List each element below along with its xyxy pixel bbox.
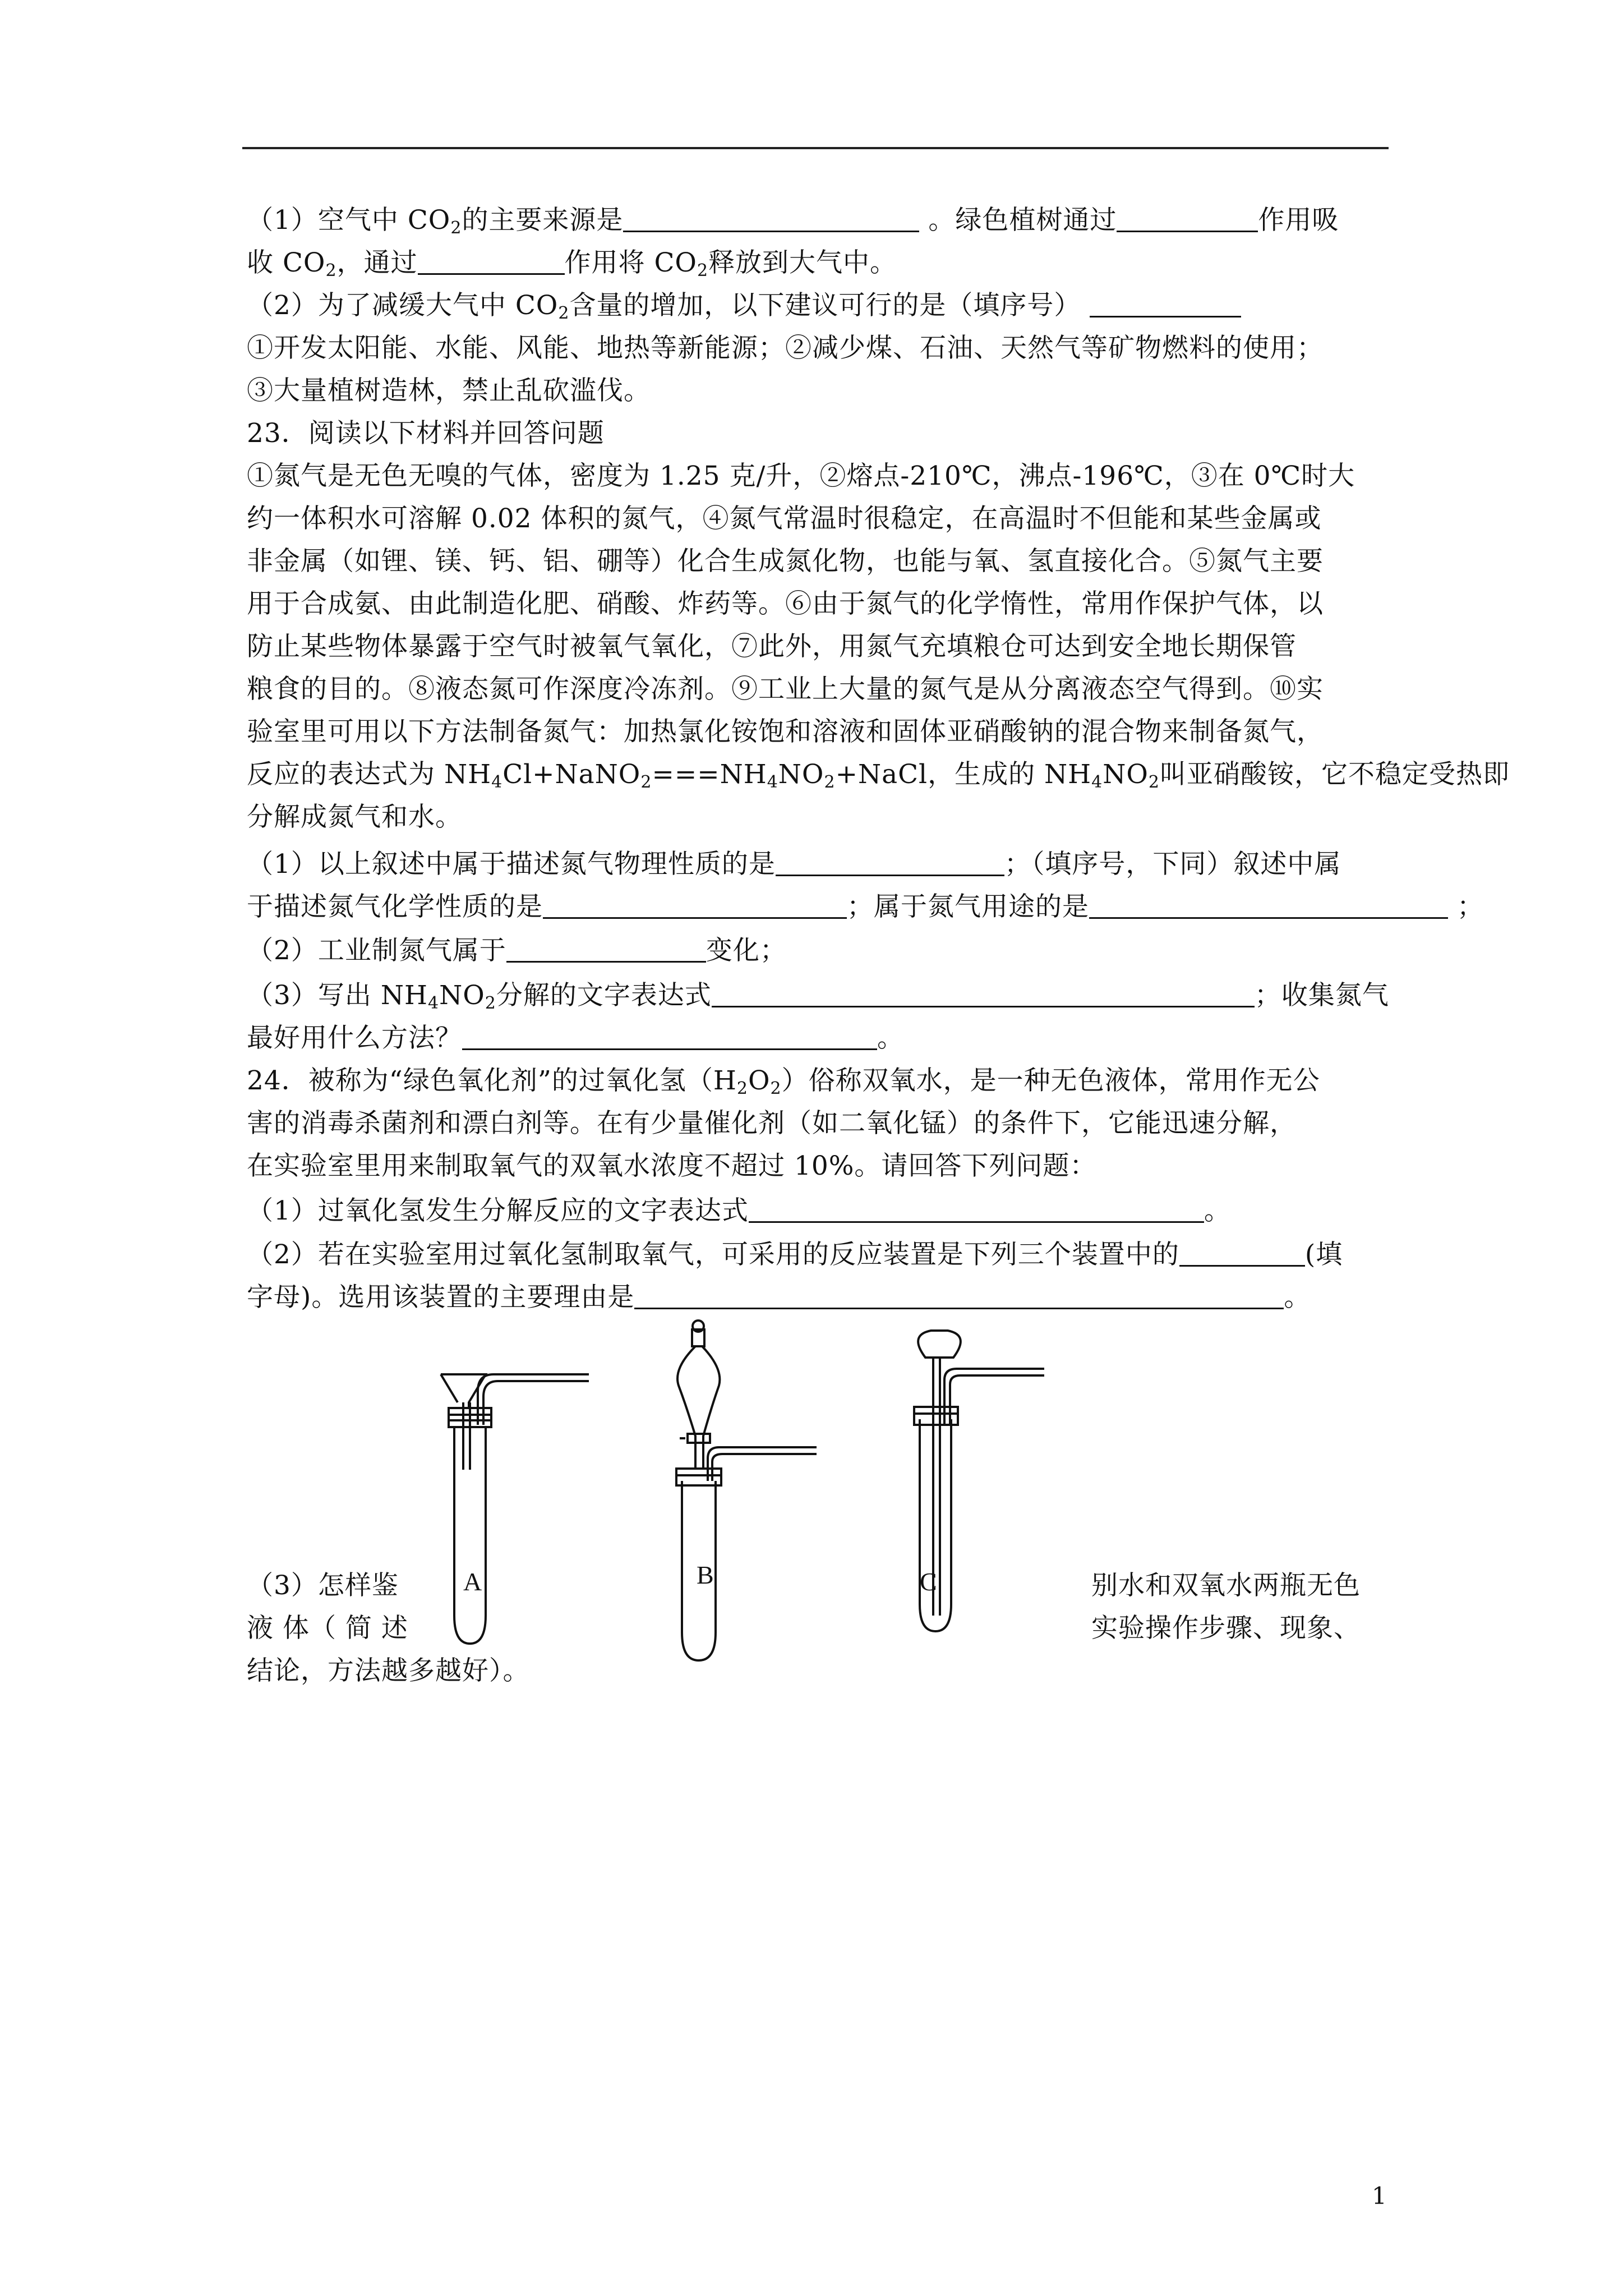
q23-material-line: 粮食的目的。⑧液态氮可作深度冷冻剂。⑨工业上大量的氮气是从分离液态空气得到。⑩实 [247,674,1324,705]
q23-material-line: 防止某些物体暴露于空气时被氧气氧化，⑦此外，用氮气充填粮仓可达到安全地长期保管 [247,631,1297,662]
q24-intro-line3: 在实验室里用来制取氧气的双氧水浓度不超过 10%。请回答下列问题： [247,1151,1097,1181]
q24-intro-line2: 害的消毒杀菌剂和漂白剂等。在有少量催化剂（如二氧化锰）的条件下，它能迅速分解， [247,1108,1297,1139]
q24-intro-line1: 24．被称为“绿色氧化剂”的过氧化氢$(H_2O_2)$俗称双氧水，是一种无色液体，常用作无公 [247,1065,1320,1098]
answer-blank[interactable] [1089,892,1448,919]
q24-sub3-left1: （3）怎样鉴 [247,1570,399,1601]
q24-sub3-line3: 结论，方法越多越好）。 [247,1655,530,1686]
q23-reaction-line: 反应的表达式为 $NH_4Cl+NaNO_2===NH_4NO_2+NaCl$，生成的 $NH_4NO_2$叫亚硝酸铵，它不稳定受热即 [247,759,1510,792]
answer-blank[interactable] [749,1197,1204,1223]
answer-blank[interactable] [1117,206,1258,232]
q24-sub3-right1: 别水和双氧水两瓶无色 [1091,1570,1361,1601]
q24-sub1: （1）过氧化氢发生分解反应的文字表达式 。 [247,1195,1231,1226]
answer-blank[interactable] [776,850,1004,876]
q24-sub2-line1: （2）若在实验室用过氧化氢制取氧气，可采用的反应装置是下列三个装置中的 (填 [247,1239,1343,1270]
apparatus-label-c: C [920,1567,938,1596]
answer-blank[interactable] [506,936,706,963]
q23-sub1-line1: （1）以上叙述中属于描述氮气物理性质的是 ；（填序号，下同）叙述中属 [247,849,1341,880]
q23-sub2: （2）工业制氮气属于 变化； [247,935,787,966]
q24-sub3-right2: 实验操作步骤、现象、 [1091,1613,1361,1644]
q22-options-line1: ①开发太阳能、水能、风能、地热等新能源；②减少煤、石油、天然气等矿物燃料的使用； [247,333,1324,364]
q23-material-line: 用于合成氨、由此制造化肥、硝酸、炸药等。⑥由于氮气的化学惰性，常用作保护气体，以 [247,588,1324,619]
q23-sub3-line2: 最好用什么方法？ 。 [247,1023,904,1053]
q24-sub3-left2: 液 体（ 简 述 [247,1613,408,1644]
q22-part2: （2）为了减缓大气中 $CO_2$含量的增加，以下建议可行的是（填序号） [247,284,1241,327]
q23-sub3-line1: （3）写出 $NH_4NO_2$分解的文字表达式 ；收集氮气 [247,980,1389,1013]
answer-blank[interactable] [623,206,919,232]
q23-title: 23．阅读以下材料并回答问题 [247,418,605,449]
apparatus-b-diagram [676,1320,817,1660]
answer-blank[interactable] [462,1024,877,1050]
q24-sub2-line2: 字母)。选用该装置的主要理由是 。 [247,1282,1311,1313]
apparatus-label-b: B [697,1561,714,1589]
q22-part1-line2: 收 $CO_2$，通过 作用将 $CO_2$释放到大气中。 [247,247,897,280]
q23-material-line: 约一体积水可溶解 0.02 体积的氮气，④氮气常温时很稳定，在高温时不但能和某些金属或 [247,503,1322,534]
q22-options-line2: ③大量植树造林，禁止乱砍滥伐。 [247,375,651,406]
apparatus-a-diagram [441,1374,589,1644]
q22-part1-line1: （1）空气中 $CO_2$的主要来源是 。绿色植树通过 作用吸 [247,205,1339,238]
answer-blank[interactable] [712,981,1255,1007]
answer-blank[interactable] [418,249,565,275]
answer-blank[interactable] [634,1283,1284,1309]
header-rule [242,147,1389,149]
apparatus-label-a: A [463,1567,483,1596]
q23-material-line: 验室里可用以下方法制备氮气：加热氯化铵饱和溶液和固体亚硝酸钠的混合物来制备氮气， [247,716,1324,747]
answer-blank[interactable] [1090,291,1241,318]
answer-blank[interactable] [543,892,847,919]
q23-material-line: 非金属（如锂、镁、钙、铝、硼等）化合生成氮化物，也能与氧、氢直接化合。⑤氮气主要 [247,546,1324,577]
page-number: 1 [1372,2182,1387,2210]
q23-sub1-line2: 于描述氮气化学性质的是 ；属于氮气用途的是 ； [247,891,1484,922]
answer-blank[interactable] [1179,1240,1305,1267]
q23-material-line: 分解成氮气和水。 [247,802,462,832]
q23-material-line: ①氮气是无色无嗅的气体，密度为 1.25 克/升，②熔点-210℃，沸点-196℃，③在 0℃时大 [247,461,1355,491]
